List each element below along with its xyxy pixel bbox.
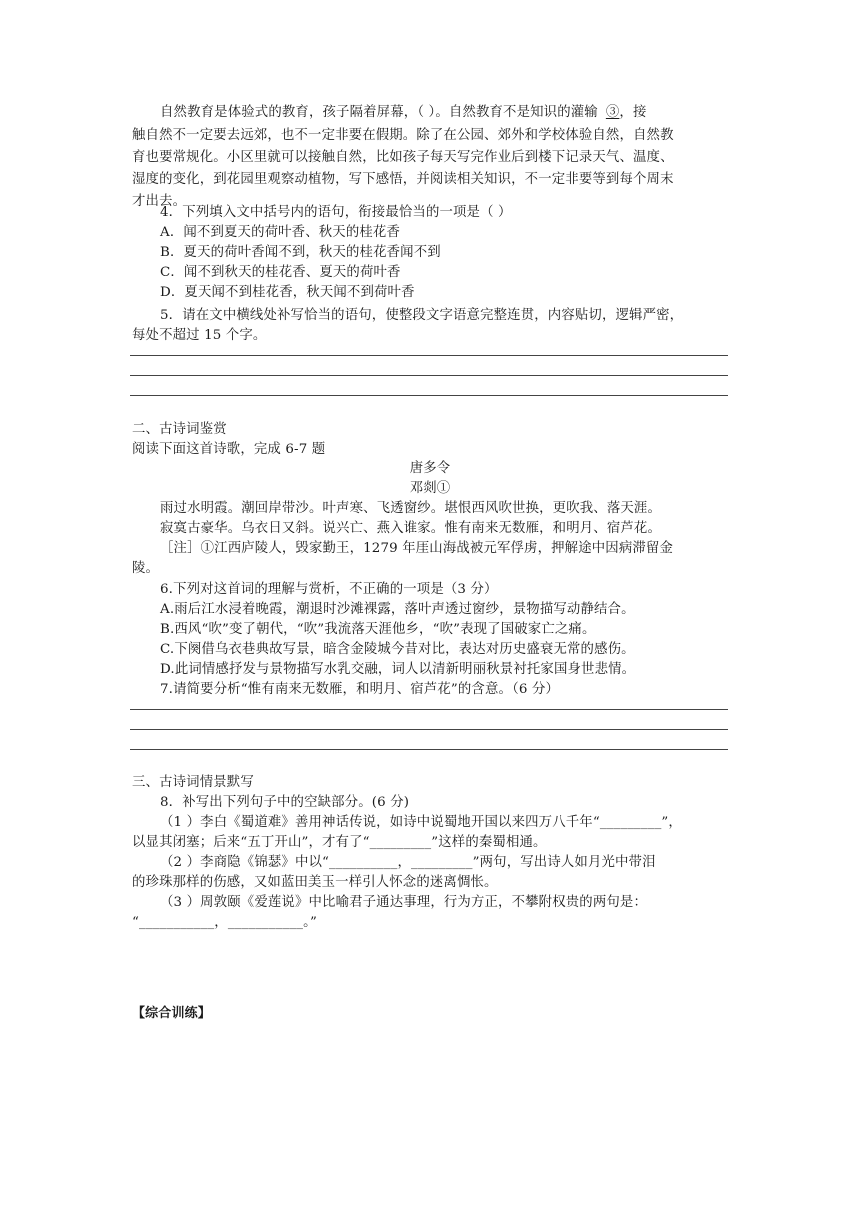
passage-line-5: 才出去。 <box>132 194 187 209</box>
poem-line-2: 寂寞古豪华。乌衣日又斜。说兴亡、燕入谁家。惟有南来无数雁，和明月、宿芦花。 <box>160 521 662 536</box>
answer-line[interactable] <box>130 375 728 376</box>
answer-line[interactable] <box>130 729 728 730</box>
q6-option-b: B.西风“吹”变了朝代，“吹”我流落天涯他乡，“吹”表现了国破家亡之痛。 <box>160 622 596 637</box>
q6-option-a: A.雨后江水浸着晚霞，潮退时沙滩裸露，落叶声透过窗纱，景物描写动静结合。 <box>160 602 635 617</box>
q8-item-1: （1 ）李白《蜀道难》善用神话传说，如诗中说蜀地开国以来四万八千年“_________”， <box>160 815 682 830</box>
q8-item-1-cont: 以显其闭塞；后来“五丁开山”，才有了“_________”这样的秦蜀相通。 <box>132 835 547 850</box>
q8-item-2: （2 ）李商隐《锦瑟》中以“__________，_________”两句，写出诗人如月光中带泪 <box>160 855 656 870</box>
passage-line-4: 湿度的变化，到花园里观察动植物，写下感悟，并阅读相关知识，不一定非要等到每个周末 <box>132 172 674 187</box>
q8-item-3: （3 ）周敦颐《爱莲说》中比喻君子通达事理，行为方正，不攀附权贵的两句是： <box>160 895 647 910</box>
poem-note-2: 陵。 <box>132 561 160 576</box>
q7-stem: 7.请简要分析“惟有南来无数雁，和明月、宿芦花”的含意。（6 分） <box>160 682 560 697</box>
blank-3: ③ <box>605 105 620 120</box>
q4-option-a: A．闻不到夏天的荷叶香、秋天的桂花香 <box>160 225 401 240</box>
q8-item-3-cont: “___________，___________。” <box>132 915 317 930</box>
q8-item-2-cont: 的珍珠那样的伤感，又如蓝田美玉一样引人怀念的迷离惆怅。 <box>132 875 498 890</box>
poem-author: 邓剡① <box>409 481 451 496</box>
comprehensive-training-heading: 【综合训练】 <box>132 1006 211 1021</box>
answer-line[interactable] <box>130 395 728 396</box>
answer-line[interactable] <box>130 749 728 750</box>
q6-stem: 6.下列对这首词的理解与赏析，不正确的一项是（3 分） <box>160 582 498 597</box>
poem-note: ［注］①江西庐陵人，毁家勤王，1279 年厓山海战被元军俘虏，押解途中因病滞留金 <box>160 541 674 556</box>
section-3-heading: 三、古诗词情景默写 <box>132 775 254 790</box>
poem-title: 唐多令 <box>409 461 451 476</box>
q4-option-b: B．夏天的荷叶香闻不到，秋天的桂花香闻不到 <box>160 245 441 260</box>
q5-stem-2: 每处不超过 15 个字。 <box>132 328 267 343</box>
section-2-heading: 二、古诗词鉴赏 <box>132 422 227 437</box>
answer-line[interactable] <box>130 355 728 356</box>
q5-stem: 5．请在文中横线处补写恰当的语句，使整段文字语意完整连贯，内容贴切，逻辑严密， <box>160 308 684 323</box>
passage-line-3: 育也要常规化。小区里就可以接触自然，比如孩子每天写完作业后到楼下记录天气、温度、 <box>132 150 674 165</box>
section-2-intro: 阅读下面这首诗歌，完成 6-7 题 <box>132 442 326 457</box>
q4-option-d: D．夏天闻不到桂花香，秋天闻不到荷叶香 <box>160 285 415 300</box>
answer-line[interactable] <box>130 709 728 710</box>
q6-option-d: D.此词情感抒发与景物描写水乳交融，词人以清新明丽秋景衬托家国身世悲情。 <box>160 662 636 677</box>
poem-line-1: 雨过水明霞。潮回岸带沙。叶声寒、飞透窗纱。堪恨西风吹世换，更吹我、落天涯。 <box>160 501 662 516</box>
q6-option-c: C.下阕借乌衣巷典故写景，暗含金陵城今昔对比，表达对历史盛衰无常的感伤。 <box>160 642 635 657</box>
q4-stem: 4．下列填入文中括号内的语句，衔接最恰当的一项是（ ） <box>160 205 512 220</box>
passage-line-2: 触自然不一定要去远郊，也不一定非要在假期。除了在公园、郊外和学校体验自然，自然教 <box>132 128 674 143</box>
passage-line-1: 自然教育是体验式的教育，孩子隔着屏幕，（ ）。自然教育不是知识的灌输 ③，接 <box>160 105 647 120</box>
q4-option-c: C．闻不到秋天的桂花香、夏天的荷叶香 <box>160 265 401 280</box>
q8-stem: 8．补写出下列句子中的空缺部分。(6 分) <box>160 795 410 810</box>
